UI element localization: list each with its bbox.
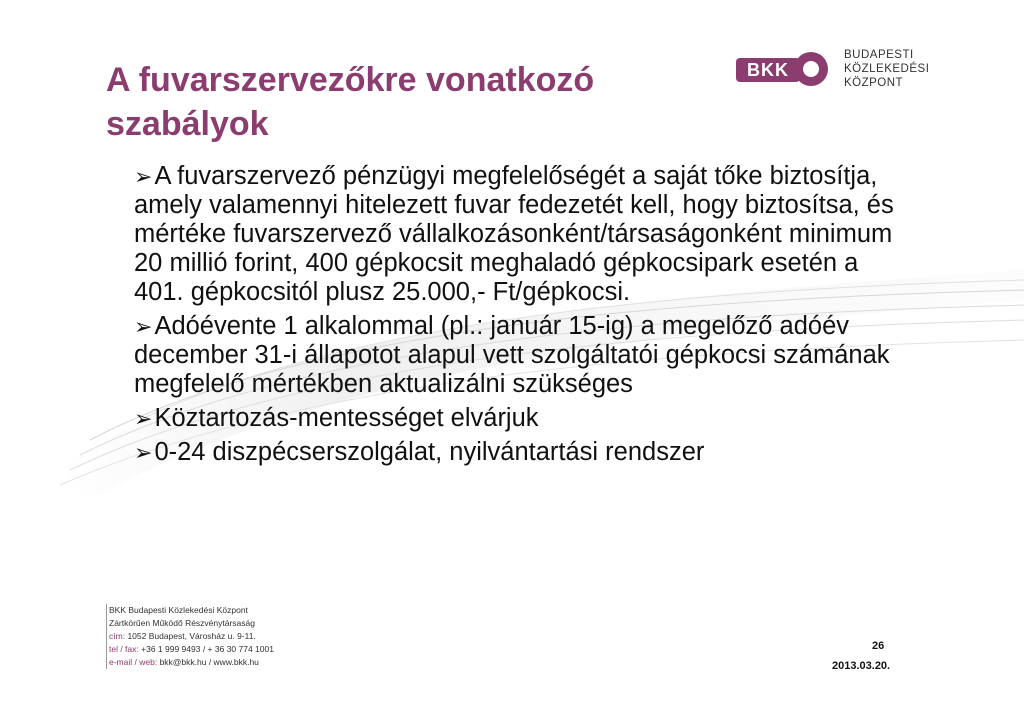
- footer-address: [109, 630, 274, 643]
- address-value: 1052 Budapest, Városház u. 9-11.: [127, 631, 256, 641]
- logo-line-3: KÖZPONT: [844, 77, 904, 89]
- title-line-2: szabályok: [106, 105, 269, 143]
- bkk-logo-text: [844, 48, 929, 90]
- bullet-item: [134, 162, 894, 307]
- slide-date: 2013.03.20.: [832, 660, 891, 672]
- arrow-bullet-icon: ➢: [134, 314, 153, 339]
- arrow-bullet-icon: ➢: [134, 440, 153, 465]
- bkk-logo-badge: [734, 52, 832, 88]
- footer-company: BKK Budapesti Közlekedési Központ: [109, 605, 248, 615]
- bkk-logo: [734, 48, 974, 94]
- page-title: [106, 58, 594, 146]
- bullet-item: [134, 404, 894, 433]
- bullet-item: [134, 312, 894, 399]
- bkk-logo-abbr: BKK: [736, 58, 800, 82]
- arrow-bullet-icon: ➢: [134, 164, 153, 189]
- bullet-text: Köztartozás-mentességet elvárjuk: [154, 404, 539, 432]
- web-label: e-mail / web:: [109, 657, 158, 667]
- address-label: cím:: [109, 631, 126, 641]
- phone-label: tel / fax:: [109, 644, 139, 654]
- logo-line-2: KÖZLEKEDÉSI: [844, 63, 930, 75]
- bullet-text: Adóévente 1 alkalommal (pl.: január 15-ig) a megelőző adóév december 31-i állapotot alapul vett szolgáltatói gépkocsi számának megfelelő mértékben aktualizálni szükséges: [134, 312, 890, 398]
- footer-company-type: Zártkörűen Működő Részvénytársaság: [109, 618, 255, 628]
- title-line-1: A fuvarszervezőkre vonatkozó: [106, 61, 595, 99]
- footer-contact: [106, 604, 274, 669]
- web-value: bkk@bkk.hu / www.bkk.hu: [159, 657, 259, 667]
- bullet-text: 0-24 diszpécserszolgálat, nyilvántartási rendszer: [154, 438, 705, 466]
- arrow-bullet-icon: ➢: [134, 406, 153, 431]
- bullet-list: [134, 162, 894, 472]
- page-number: 26: [872, 640, 885, 652]
- footer-phone: [109, 643, 274, 656]
- bullet-text: A fuvarszervező pénzügyi megfelelőségét a saját tőke biztosítja, amely valamennyi hitelezett fuvar fedezetét kell, hogy biztosítsa, és mértéke fuvarszervező vállalkozásonként/társaságonként minimum 20 millió forint, 400 gépkocsit meghaladó gépkocsipark esetén a 401. gépkocsitól plusz 25.000,- Ft/gépkocsi.: [134, 162, 894, 306]
- footer-web: [109, 656, 274, 669]
- phone-value: +36 1 999 9493 / + 36 30 774 1001: [141, 644, 274, 654]
- bullet-item: [134, 438, 894, 467]
- logo-line-1: BUDAPESTI: [844, 49, 914, 61]
- bkk-logo-ring-icon: [794, 52, 828, 86]
